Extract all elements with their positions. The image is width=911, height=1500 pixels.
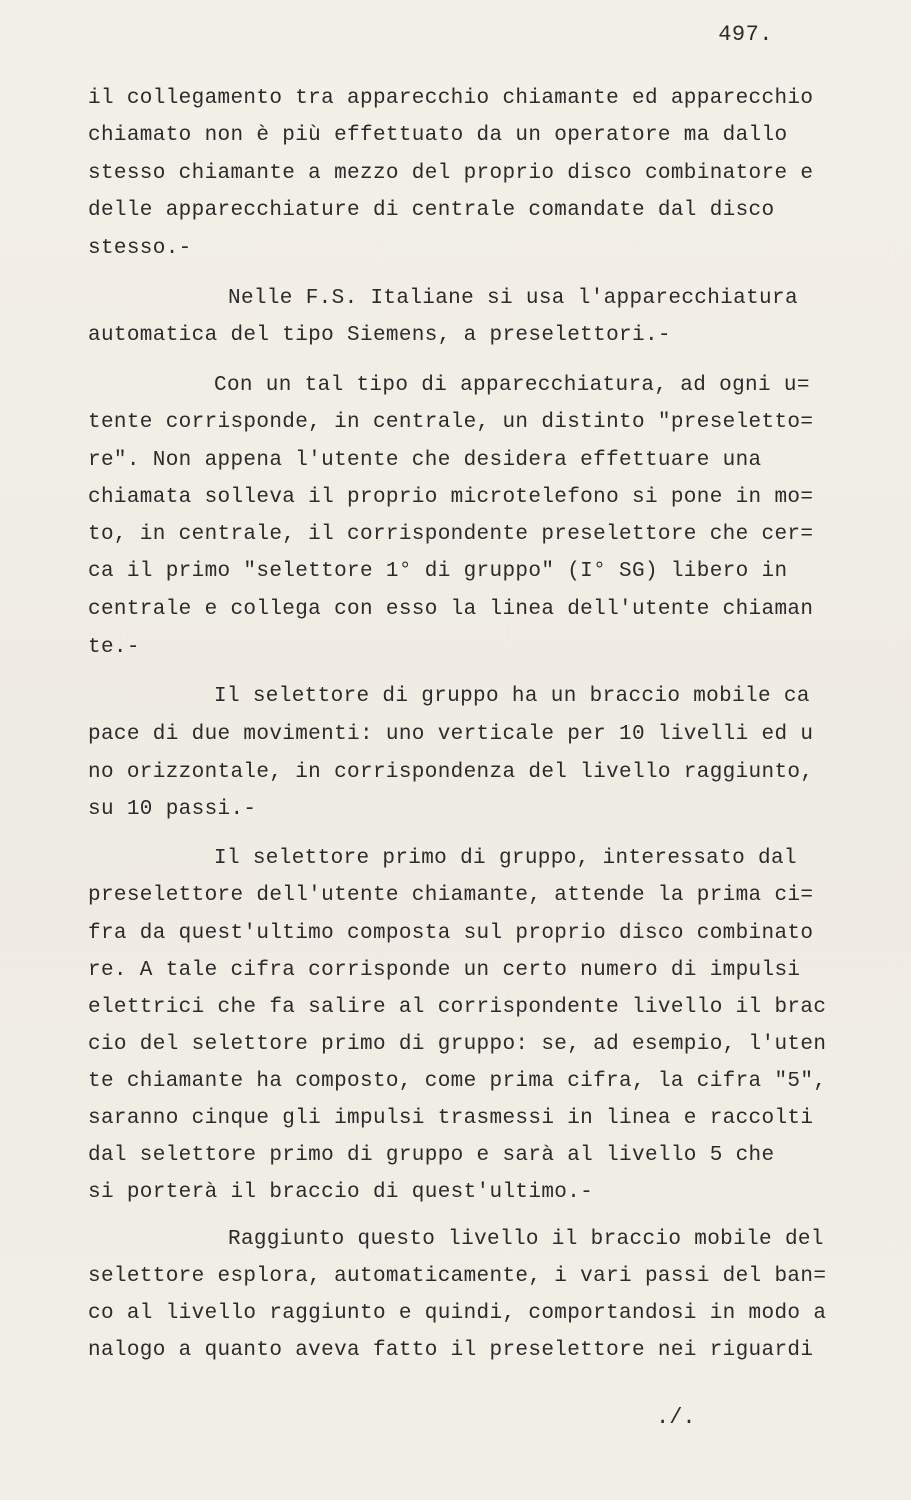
- text-line: chiamata solleva il proprio microtelefono si pone in mo=: [88, 486, 814, 509]
- text-line: si porterà il braccio di quest'ultimo.-: [88, 1181, 594, 1204]
- text-line: dal selettore primo di gruppo e sarà al livello 5 che: [88, 1144, 775, 1167]
- text-line: Nelle F.S. Italiane si usa l'apparecchiatura: [228, 287, 798, 310]
- text-line: cio del selettore primo di gruppo: se, ad esempio, l'uten: [88, 1033, 827, 1056]
- text-line: nalogo a quanto aveva fatto il preselettore nei riguardi: [88, 1339, 814, 1362]
- text-line: Il selettore di gruppo ha un braccio mobile ca: [214, 685, 810, 708]
- text-line: te chiamante ha composto, come prima cifra, la cifra "5",: [88, 1070, 827, 1093]
- text-line: elettrici che fa salire al corrispondente livello il brac: [88, 996, 827, 1019]
- text-line: selettore esplora, automaticamente, i vari passi del ban=: [88, 1265, 827, 1288]
- text-line: ca il primo "selettore 1° di gruppo" (I° SG) libero in: [88, 560, 788, 583]
- text-line: re". Non appena l'utente che desidera effettuare una: [88, 449, 762, 472]
- text-line: no orizzontale, in corrispondenza del livello raggiunto,: [88, 761, 814, 784]
- text-line: stesso.-: [88, 237, 192, 260]
- text-line: pace di due movimenti: uno verticale per 10 livelli ed u: [88, 723, 814, 746]
- text-line: su 10 passi.-: [88, 798, 257, 821]
- text-line: automatica del tipo Siemens, a preselettori.-: [88, 324, 671, 347]
- text-line: re. A tale cifra corrisponde un certo numero di impulsi: [88, 959, 801, 982]
- text-line: saranno cinque gli impulsi trasmessi in linea e raccolti: [88, 1107, 814, 1130]
- continuation-mark: ./.: [656, 1405, 696, 1430]
- text-line: Il selettore primo di gruppo, interessato dal: [214, 847, 797, 870]
- text-line: stesso chiamante a mezzo del proprio disco combinatore e: [88, 162, 814, 185]
- text-line: centrale e collega con esso la linea dell'utente chiaman: [88, 598, 814, 621]
- text-line: delle apparecchiature di centrale comandate dal disco: [88, 199, 775, 222]
- text-line: Con un tal tipo di apparecchiatura, ad ogni u=: [214, 374, 810, 397]
- text-line: tente corrisponde, in centrale, un distinto "preseletto=: [88, 411, 814, 434]
- text-line: preselettore dell'utente chiamante, attende la prima ci=: [88, 884, 814, 907]
- text-line: il collegamento tra apparecchio chiamante ed apparecchio: [88, 87, 814, 110]
- page-number: 497.: [718, 22, 773, 47]
- text-line: to, in centrale, il corrispondente preselettore che cer=: [88, 523, 814, 546]
- text-line: fra da quest'ultimo composta sul proprio disco combinato: [88, 922, 814, 945]
- text-line: te.-: [88, 636, 140, 659]
- text-line: co al livello raggiunto e quindi, comportandosi in modo a: [88, 1302, 827, 1325]
- text-line: chiamato non è più effettuato da un operatore ma dallo: [88, 124, 788, 147]
- text-line: Raggiunto questo livello il braccio mobile del: [228, 1228, 824, 1251]
